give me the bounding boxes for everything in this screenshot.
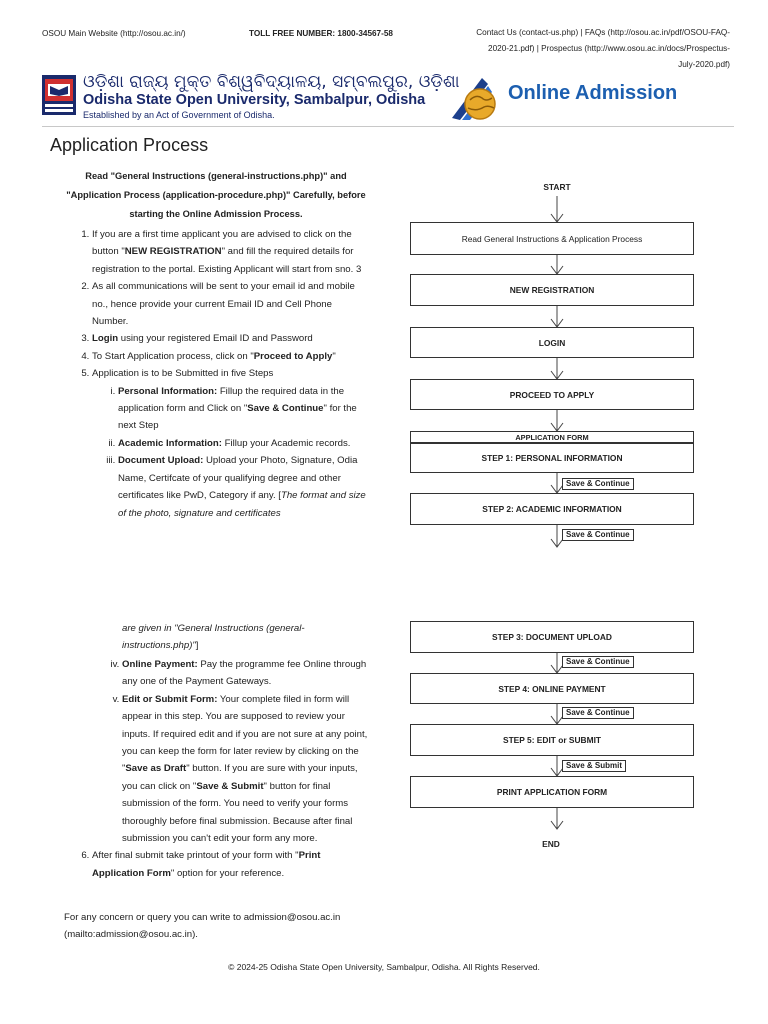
- university-name: Odisha State Open University, Sambalpur, Odisha: [83, 92, 426, 108]
- list-item: 4. To Start Application process, click on "Proceed to Apply": [92, 348, 368, 365]
- flow-start: START: [543, 182, 571, 192]
- flow-application-form: APPLICATION FORM: [410, 431, 694, 443]
- flow-new-registration: NEW REGISTRATION: [410, 274, 694, 306]
- flow-step1: STEP 1: PERSONAL INFORMATION: [410, 443, 694, 473]
- list-item: 2. As all communications will be sent to your email id and mobile no., hence provide your current Email ID and Cell Phone Number.: [92, 278, 368, 330]
- footer-copyright: © 2024-25 Odisha State Open University, Sambalpur, Odisha. All Rights Reserved.: [228, 962, 540, 972]
- toll-free-number: TOLL FREE NUMBER: 1800-34567-58: [249, 29, 393, 38]
- sub-list-item: iv. Online Payment: Pay the programme fee Online through any one of the Payment Gateways.: [122, 656, 368, 691]
- top-links-line-2[interactable]: 2020-21.pdf) | Prospectus (http://www.osou.ac.in/docs/Prospectus-: [488, 44, 730, 53]
- list-item: 3. Login using your registered Email ID and Password: [92, 330, 368, 347]
- contact-text: For any concern or query you can write to admission@osou.ac.in (mailto:admission@osou.ac.in).: [64, 912, 341, 940]
- top-links-line-1[interactable]: Contact Us (contact-us.php) | FAQs (http://osou.ac.in/pdf/OSOU-FAQ-: [476, 28, 730, 37]
- established-tagline: Established by an Act of Government of Odisha.: [83, 110, 275, 120]
- flow-step3: STEP 3: DOCUMENT UPLOAD: [410, 621, 694, 653]
- intro-text: Read "General Instructions (general-instructions.php)" and "Application Process (application-procedure.php)" Carefully, before starting the Online Admission Process.: [66, 171, 366, 219]
- top-links-line-3[interactable]: July-2020.pdf): [678, 60, 730, 69]
- sub-list-item: v. Edit or Submit Form: Your complete filed in form will appear in this step. You are supposed to review your inputs. If required edit and if you are not sure at any point, you can keep the form for later review by clicking on the "Save as Draft" button. If you are sure with your inputs, you can click on "Save & Submit" button for final submission of the form. You need to verify your forms thoroughly before final submission. Because after final submission you can't edit your form any more.: [122, 691, 368, 848]
- sub-list-item: iii. Document Upload: Upload your Photo, Signature, Odia Name, Certifcate of your qualifying degree and other certificates like PwD, Category if any. [The format and size of the photo, signature and certificates: [118, 452, 368, 522]
- online-admission-title: Online Admission: [508, 82, 678, 104]
- list-item: 5. Application is to be Submitted in five Steps i. Personal Information: Fillup the required data in the application form and Click on "Save & Continue" for the next Step ii. Academic Information: Fillup your Academic records. iii. Document Upload: Upload your Photo, Signature, Odia Name, Certifcate of your qualifying degree and other certificates like PwD, Category if any. [The format and size of the photo, signature and certificates: [92, 365, 368, 522]
- save-continue-button: Save & Continue: [562, 656, 634, 668]
- flow-step5: STEP 5: EDIT or SUBMIT: [410, 724, 694, 756]
- document-upload-continuation: are given in "General Instructions (general-instructions.php)"]: [122, 623, 305, 652]
- flow-read-instructions: Read General Instructions & Application Process: [410, 222, 694, 255]
- list-item: 6. After final submit take printout of your form with "Print Application Form" option for your reference.: [92, 847, 368, 882]
- save-submit-button: Save & Submit: [562, 760, 626, 772]
- odia-university-name: ଓଡ଼ିଶା ରାଜ୍ୟ ମୁକ୍ତ ବିଶ୍ୱବିଦ୍ୟାଳୟ, ସମ୍ବଲପୁର, ଓଡ଼ିଶା: [83, 72, 460, 92]
- save-continue-button: Save & Continue: [562, 707, 634, 719]
- save-continue-button: Save & Continue: [562, 478, 634, 490]
- list-item: 1. If you are a first time applicant you are advised to click on the button "NEW REGISTRATION" and fill the required details for registration to the portal. Existing Applicant will start from sno. 3: [92, 226, 368, 278]
- flow-end: END: [542, 839, 560, 849]
- flow-login: LOGIN: [410, 327, 694, 358]
- flow-print-form: PRINT APPLICATION FORM: [410, 776, 694, 808]
- save-continue-button: Save & Continue: [562, 529, 634, 541]
- main-website-link[interactable]: OSOU Main Website (http://osou.ac.in/): [42, 29, 186, 38]
- sub-list-item: ii. Academic Information: Fillup your Academic records.: [118, 435, 368, 452]
- sub-list-item: i. Personal Information: Fillup the required data in the application form and Click on "Save & Continue" for the next Step: [118, 383, 368, 435]
- page-title: Application Process: [50, 135, 209, 155]
- flow-step4: STEP 4: ONLINE PAYMENT: [410, 673, 694, 704]
- flow-step2: STEP 2: ACADEMIC INFORMATION: [410, 493, 694, 525]
- flow-proceed-to-apply: PROCEED TO APPLY: [410, 379, 694, 410]
